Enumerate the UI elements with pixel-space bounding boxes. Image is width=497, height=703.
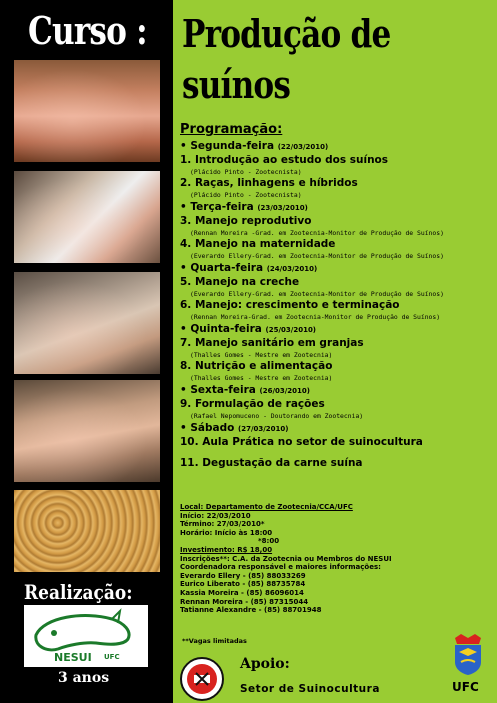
feed-pellets-photo	[14, 490, 160, 572]
info-inscricoes: Inscrições**: C.A. da Zootecnia ou Membros do NESUI	[180, 554, 392, 563]
realizacao-label: Realização:	[24, 580, 133, 604]
program-item: 1. Introdução ao estudo dos suínos	[180, 154, 389, 166]
ufc-shield-icon	[451, 632, 485, 676]
speaker: (Everardo Ellery-Grad. em Zootecnia-Monitor de Produção de Suínos)	[190, 252, 444, 260]
speaker: (Everardo Ellery-Grad. em Zootecnia-Monitor de Produção de Suínos)	[190, 290, 444, 298]
program-item: 8. Nutrição e alimentação	[180, 360, 333, 372]
nesui-logo	[24, 605, 148, 667]
speaker: (Thalles Gomes - Mestre em Zootecnia)	[190, 374, 333, 382]
info-horario: Horário: Início às 18:00	[180, 528, 273, 537]
day-heading: • Segunda-feira (22/03/2010)	[180, 140, 329, 152]
title-course-name	[182, 8, 390, 110]
info-inicio: Início: 22/03/2010	[180, 511, 251, 520]
program-item: 4. Manejo na maternidade	[180, 238, 336, 250]
title-line-1: Produção de	[182, 11, 391, 56]
contact-line: Everardo Ellery - (85) 88033269	[180, 571, 306, 580]
speaker: (Thalles Gomes - Mestre em Zootecnia)	[190, 351, 333, 359]
title-line-2: suínos	[182, 62, 291, 107]
speaker: (Rennan Moreira-Grad. em Zootecnia-Monitor de Produção de Suínos)	[190, 313, 441, 321]
info-investimento: Investimento: R$ 18,00	[180, 545, 273, 554]
piglet-care-hands-photo	[14, 171, 160, 263]
day-heading: • Sexta-feira (26/03/2010)	[180, 384, 310, 396]
day-heading: • Terça-feira (23/03/2010)	[180, 201, 308, 213]
day-heading: • Quarta-feira (24/03/2010)	[180, 262, 318, 274]
contact-line: Rennan Moreira - (85) 87315044	[180, 597, 309, 606]
nesui-name: NESUI	[54, 651, 92, 664]
speaker: (Plácido Pinto - Zootecnista)	[190, 191, 302, 199]
zootecnia-seal-icon	[180, 657, 224, 701]
event-info	[180, 503, 490, 615]
program-item: 7. Manejo sanitário em granjas	[180, 337, 364, 349]
contact-line: Eurico Liberato - (85) 88735784	[180, 580, 306, 589]
program-item: 10. Aula Prática no setor de suinocultura	[180, 436, 423, 448]
info-coordenadora: Coordenadora responsável e maiores informações:	[180, 563, 381, 572]
title-curso: Curso :	[28, 8, 147, 53]
program-item: 3. Manejo reprodutivo	[180, 215, 312, 227]
day-heading: • Quinta-feira (25/03/2010)	[180, 323, 317, 335]
program-heading: Programação:	[180, 122, 283, 137]
program-item: 5. Manejo na creche	[180, 276, 300, 288]
info-termino: Término: 27/03/2010*	[180, 520, 265, 529]
program-item: 11. Degustação da carne suína	[180, 457, 363, 469]
apoio-label: Apoio:	[240, 656, 290, 672]
contact-line: Kassia Moreira - (85) 86096014	[180, 588, 304, 597]
info-horario-2: *8:00	[258, 537, 280, 546]
day-heading: • Sábado (27/03/2010)	[180, 422, 289, 434]
program-item: 2. Raças, linhagens e híbridos	[180, 177, 358, 189]
anos-label: 3 anos	[58, 670, 110, 686]
info-local: Local: Departamento de Zootecnia/CCA/UFC	[180, 503, 353, 511]
vagas-note: **Vagas limitadas	[182, 637, 247, 645]
program-section	[180, 122, 492, 470]
contact-line: Tatianne Alexandre - (85) 88701948	[180, 606, 322, 615]
nesui-ufc: UFC	[104, 653, 120, 661]
speaker: (Plácido Pinto - Zootecnista)	[190, 168, 302, 176]
pigs-at-feeder-photo	[14, 380, 160, 482]
piglets-nursing-photo	[14, 60, 160, 162]
speaker: (Rennan Moreira -Grad. em Zootecnia-Monitor de Produção de Suínos)	[190, 229, 444, 237]
program-item: 6. Manejo: crescimento e terminação	[180, 299, 400, 311]
setor-label: Setor de Suinocultura	[240, 683, 380, 695]
ufc-label: UFC	[452, 680, 479, 694]
speaker: (Rafael Nepomuceno - Doutorando em Zootecnia)	[190, 412, 364, 420]
pigs-in-pen-photo	[14, 272, 160, 374]
program-item: 9. Formulação de rações	[180, 398, 325, 410]
